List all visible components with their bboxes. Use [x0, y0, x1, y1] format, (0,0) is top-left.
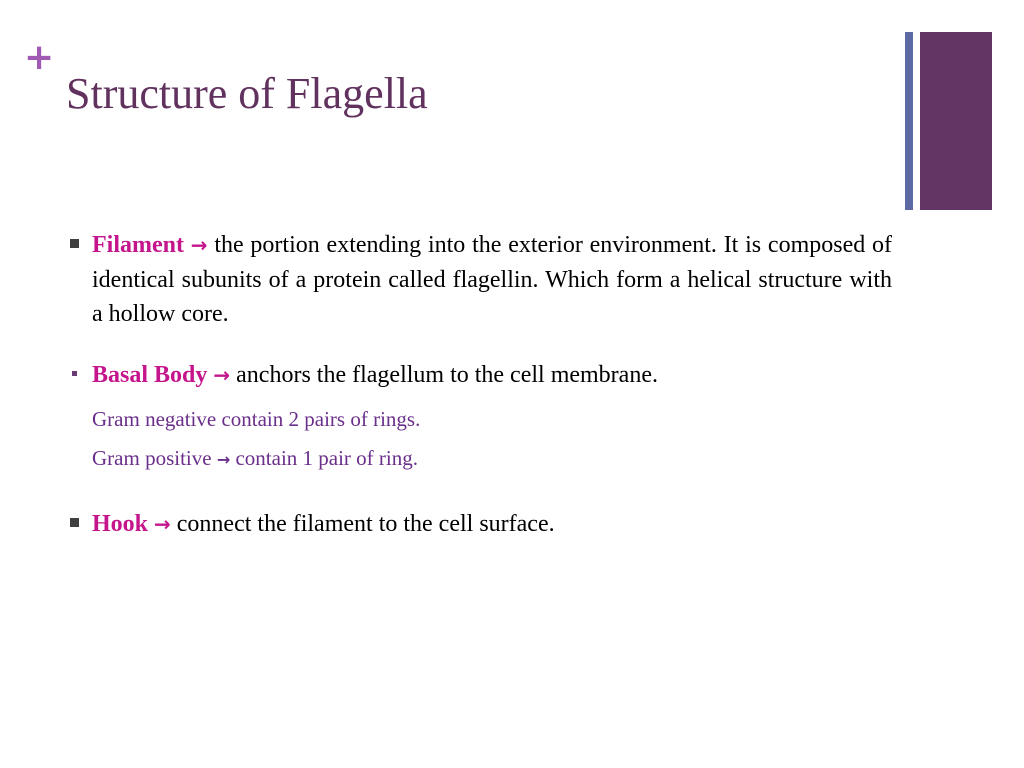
bullet-text: [92, 228, 892, 332]
sub-item-gram-positive: [70, 445, 892, 473]
term-basal-body: Basal Body: [92, 361, 208, 388]
arrow-right-icon: →: [213, 362, 231, 387]
small-square-bullet-icon: [72, 371, 77, 376]
decorative-bar-thin: [905, 32, 913, 210]
bullet-item-hook: [70, 507, 892, 542]
sub-item-gram-negative: Gram negative contain 2 pairs of rings.: [92, 407, 421, 431]
term-hook: Hook: [92, 511, 149, 537]
arrow-right-icon: →: [154, 512, 171, 536]
bullet-text: [92, 507, 892, 542]
slide-title: Structure of Flagella: [66, 69, 428, 118]
bullet-item-filament: [70, 228, 892, 332]
arrow-right-icon: →: [190, 233, 208, 257]
bullet-text: [92, 358, 892, 393]
bullet-item-basal-body: [70, 358, 892, 393]
description-basal-body: anchors the flagellum to the cell membrane.: [230, 361, 658, 388]
description-hook: connect the filament to the cell surface.: [170, 511, 555, 537]
slide-body: [70, 228, 892, 542]
arrow-right-icon: →: [216, 450, 231, 469]
gram-positive-label: Gram positive: [92, 446, 217, 470]
plus-icon: +: [24, 37, 55, 78]
decorative-bar-thick: [920, 32, 992, 210]
term-filament: Filament: [92, 232, 184, 258]
square-bullet-icon: [70, 518, 79, 527]
gram-positive-description: contain 1 pair of ring.: [230, 446, 418, 470]
description-filament: the portion extending into the exterior environment. It is composed of identical subunits of a protein called flagellin. Which form a helical structure with a hollow core.: [92, 232, 893, 327]
square-bullet-icon: [70, 239, 79, 248]
